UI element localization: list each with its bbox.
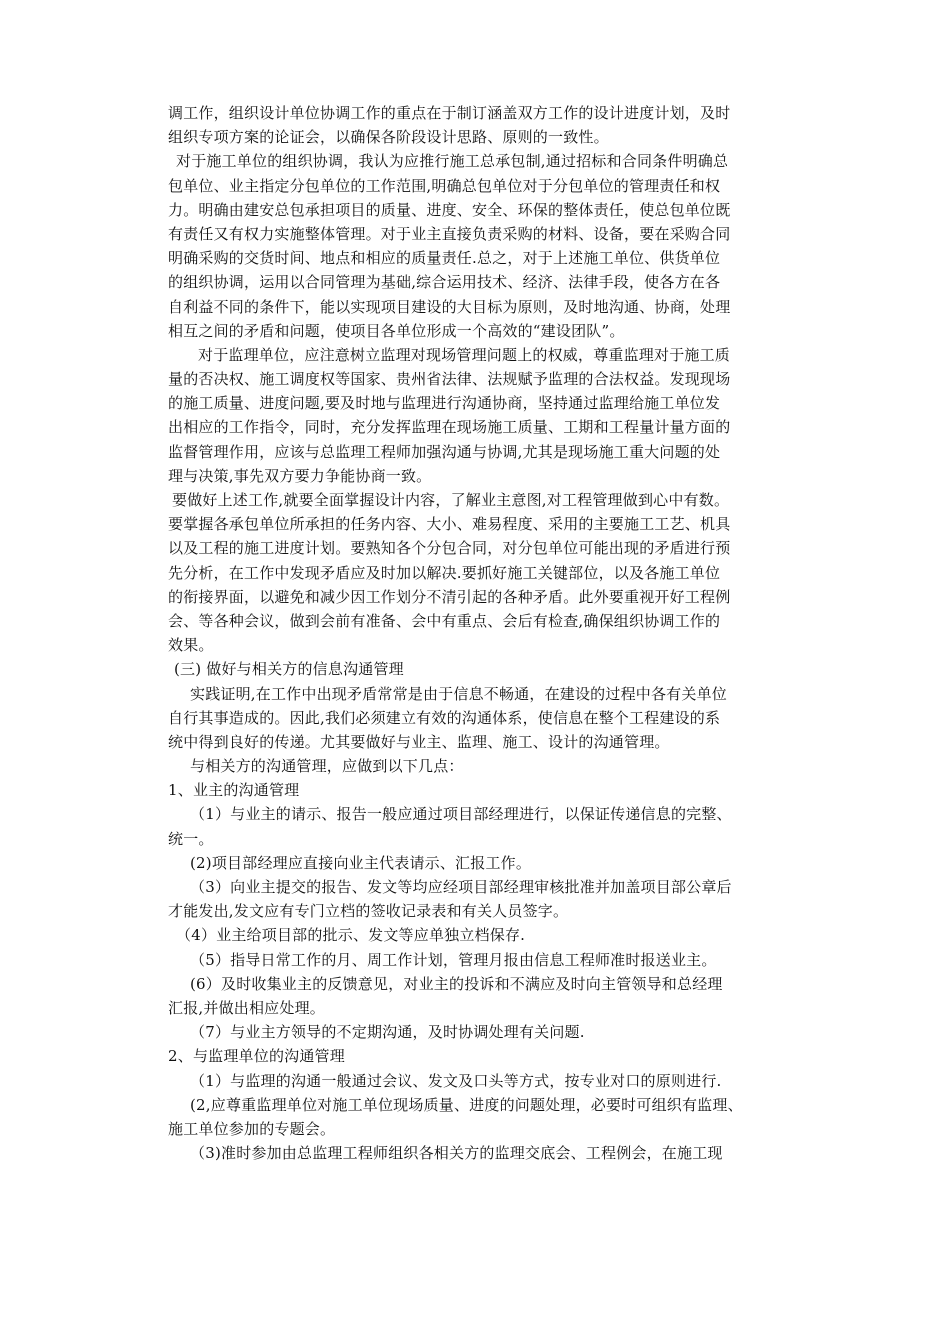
text-line: 有责任又有权力实施整体管理。对于业主直接负责采购的材料、设备，要在采购合同 xyxy=(168,224,731,243)
list-item: （1）与业主的请示、报告一般应通过项目部经理进行，以保证传递信息的完整、 xyxy=(190,805,732,824)
subsection-heading: 1、业主的沟通管理 xyxy=(168,781,300,800)
list-item: （4）业主给项目部的批示、发文等应单独立档保存. xyxy=(176,926,526,945)
list-item: （3）向业主提交的报告、发文等均应经项目部经理审核批准并加盖项目部公章后 xyxy=(190,878,732,896)
list-item: (6）及时收集业主的反馈意见，对业主的投诉和不满应及时向主管领导和总经理 xyxy=(190,974,723,993)
text-line: 的施工质量、进度问题,要及时地与监理进行沟通协商，坚持通过监理给施工单位发 xyxy=(168,394,721,413)
list-item: (2,应尊重监理单位对施工单位现场质量、进度的问题处理，必要时可组织有监理、 xyxy=(190,1095,743,1114)
text-line: 实践证明,在工作中出现矛盾常常是由于信息不畅通，在建设的过程中各有关单位 xyxy=(190,684,727,703)
text-line: 自行其事造成的。因此,我们必须建立有效的沟通体系，使信息在整个工程建设的系 xyxy=(168,708,721,727)
text-line: 相互之间的矛盾和问题，使项目各单位形成一个高效的“建设团队”。 xyxy=(168,321,625,340)
text-line: 统一。 xyxy=(168,829,214,848)
text-line: 先分析，在工作中发现矛盾应及时加以解决.要抓好施工关键部位，以及各施工单位 xyxy=(168,563,721,582)
text-line: 的组织协调，运用以合同管理为基础,综合运用技术、经济、法律手段，使各方在各 xyxy=(168,273,721,292)
text-line: 才能发出,发文应有专门立档的签收记录表和有关人员签字。 xyxy=(168,902,569,921)
text-line: 以及工程的施工进度计划。要熟知各个分包合同，对分包单位可能出现的矛盾进行预 xyxy=(168,539,731,558)
text-line: 的衔接界面，以避免和减少因工作划分不清引起的各种矛盾。此外要重视开好工程例 xyxy=(168,587,731,606)
text-line: 要做好上述工作,就要全面掌握设计内容，了解业主意图,对工程管理做到心中有数。 xyxy=(172,491,730,509)
text-line: 对于施工单位的组织协调，我认为应推行施工总承包制,通过招标和合同条件明确总 xyxy=(176,152,729,171)
text-line: 明确采购的交货时间、地点和相应的质量责任.总之，对于上述施工单位、供货单位 xyxy=(168,249,721,268)
text-line: 要掌握各承包单位所承担的任务内容、大小、难易程度、采用的主要施工工艺、机具 xyxy=(168,515,731,534)
text-line: 调工作，组织设计单位协调工作的重点在于制订涵盖双方工作的设计进度计划，及时 xyxy=(168,104,731,122)
text-line: 理与决策,事先双方要力争能协商一致。 xyxy=(168,466,432,485)
text-line: 对于监理单位，应注意树立监理对现场管理问题上的权威，尊重监理对于施工质 xyxy=(198,345,731,364)
list-item: （7）与业主方领导的不定期沟通，及时协调处理有关问题. xyxy=(190,1023,585,1042)
list-item: （1）与监理的沟通一般通过会议、发文及口头等方式，按专业对口的原则进行. xyxy=(190,1071,722,1090)
text-line: 效果。 xyxy=(168,636,214,655)
list-item: （5）指导日常工作的月、周工作计划，管理月报由信息工程师准时报送业主。 xyxy=(190,950,717,969)
text-line: 施工单位参加的专题会。 xyxy=(168,1119,336,1138)
document-body xyxy=(168,101,790,1165)
text-line: 量的否决权、施工调度权等国家、贵州省法律、法规赋予监理的合法权益。发现现场 xyxy=(168,370,731,389)
text-line: 与相关方的沟通管理，应做到以下几点： xyxy=(190,757,464,776)
text-line: 组织专项方案的论证会，以确保各阶段设计思路、原则的一致性。 xyxy=(168,128,609,147)
section-heading: (三) 做好与相关方的信息沟通管理 xyxy=(174,660,404,679)
text-line: 力。明确由建安总包承担项目的质量、进度、安全、环保的整体责任，使总包单位既 xyxy=(168,200,731,219)
text-line: 监督管理作用，应该与总监理工程师加强沟通与协调,尤其是现场施工重大问题的处 xyxy=(168,442,721,461)
text-line: 包单位、业主指定分包单位的工作范围,明确总包单位对于分包单位的管理责任和权 xyxy=(168,176,721,195)
text-line: 自利益不同的条件下，能以实现项目建设的大目标为原则，及时地沟通、协商，处理 xyxy=(168,297,731,316)
text-line: 统中得到良好的传递。尤其要做好与业主、监理、施工、设计的沟通管理。 xyxy=(168,732,670,751)
text-line: 会、等各种会议，做到会前有准备、会中有重点、会后有检查,确保组织协调工作的 xyxy=(168,611,721,630)
list-item: （3)准时参加由总监理工程师组织各相关方的监理交底会、工程例会，在施工现 xyxy=(190,1144,723,1163)
text-line: 出相应的工作指令，同时，充分发挥监理在现场施工质量、工期和工程量计量方面的 xyxy=(168,418,731,437)
list-item: (2)项目部经理应直接向业主代表请示、汇报工作。 xyxy=(190,853,532,872)
text-line: 汇报,并做出相应处理。 xyxy=(168,998,325,1017)
subsection-heading: 2、与监理单位的沟通管理 xyxy=(168,1047,345,1066)
